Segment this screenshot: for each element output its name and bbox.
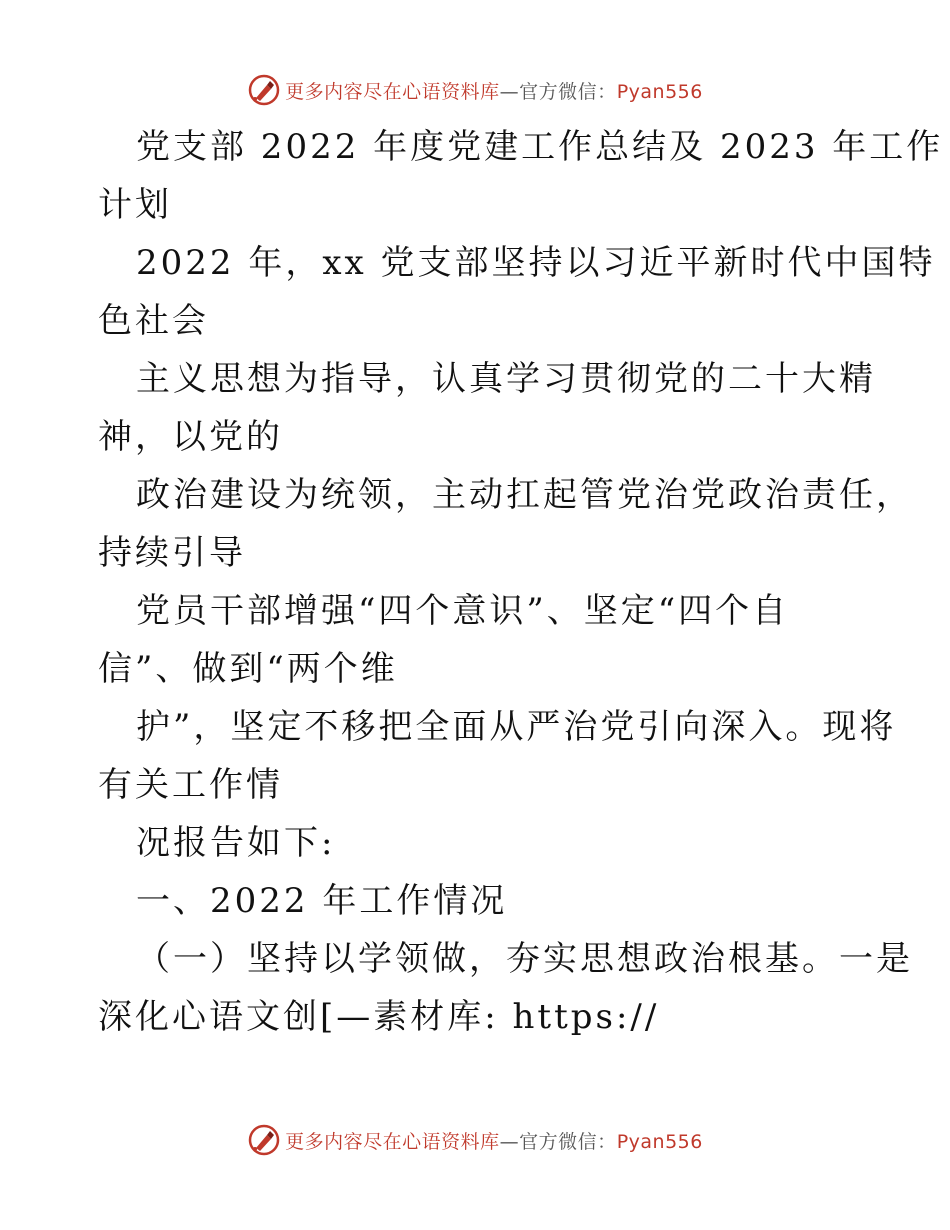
footer-watermark — [0, 1120, 950, 1160]
doc-paragraph-line: 有关工作情 — [98, 765, 283, 805]
watermark-text — [285, 1127, 703, 1154]
doc-paragraph-line: 主义思想为指导，认真学习贯彻党的二十大精 — [136, 359, 876, 399]
doc-paragraph-line: 2022 年，xx 党支部坚持以习近平新时代中国特 — [136, 243, 936, 283]
doc-paragraph-line: 神，以党的 — [98, 417, 283, 457]
document-body — [98, 118, 944, 1046]
watermark-title: 更多内容尽在心语资料库 — [285, 1130, 500, 1153]
doc-paragraph-line: 持续引导 — [98, 533, 246, 573]
doc-paragraph-line: 护”，坚定不移把全面从严治党引向深入。现将 — [136, 707, 897, 747]
section-heading: 一、2022 年工作情况 — [136, 881, 508, 921]
doc-paragraph-line: 深化心语文创[—素材库: https:// — [98, 997, 660, 1037]
watermark-id: Pyan556 — [616, 1130, 703, 1153]
watermark-dash: —官方微信： — [499, 1130, 617, 1153]
doc-title-line-2: 计划 — [98, 185, 172, 225]
doc-paragraph-line: 信”、做到“两个维 — [98, 649, 398, 689]
doc-paragraph-line: 党员干部增强“四个意识”、坚定“四个自 — [136, 591, 790, 631]
pen-logo-icon — [247, 1123, 281, 1157]
doc-paragraph-line: 况报告如下: — [136, 823, 336, 863]
doc-paragraph-line: 色社会 — [98, 301, 209, 341]
doc-title-line-1: 党支部 2022 年度党建工作总结及 2023 年工作 — [136, 127, 944, 167]
watermark-id: Pyan556 — [616, 80, 703, 103]
subsection-line: （一）坚持以学领做，夯实思想政治根基。一是 — [136, 939, 913, 979]
watermark-dash: —官方微信： — [499, 80, 617, 103]
watermark-text — [285, 77, 703, 104]
doc-paragraph-line: 政治建设为统领，主动扛起管党治党政治责任， — [136, 475, 913, 515]
pen-logo-icon — [247, 73, 281, 107]
watermark-title: 更多内容尽在心语资料库 — [285, 80, 500, 103]
header-watermark — [0, 70, 950, 110]
